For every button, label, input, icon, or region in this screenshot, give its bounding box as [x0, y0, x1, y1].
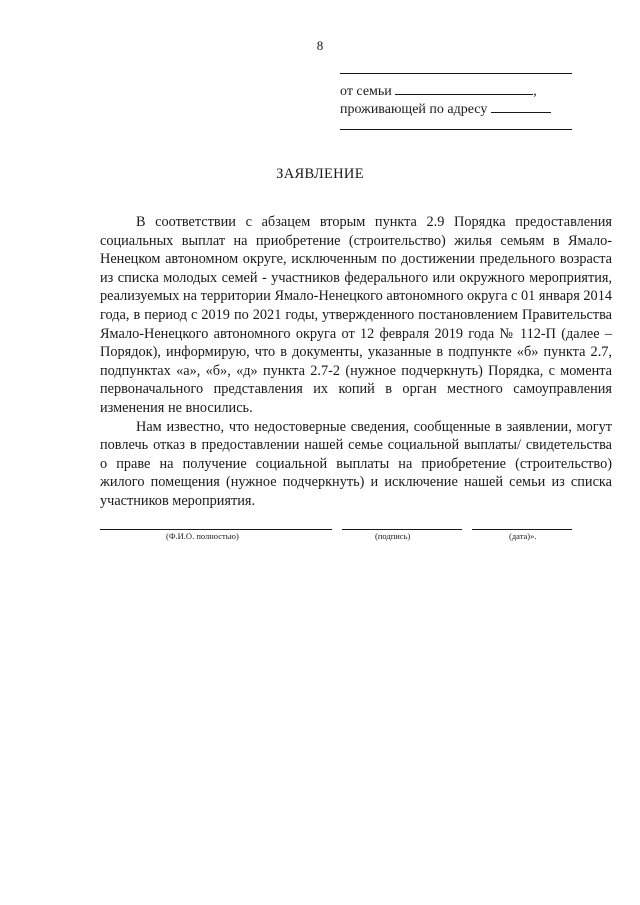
fio-signature-line	[100, 529, 332, 530]
header-top-line	[340, 73, 572, 74]
fio-caption: (Ф.И.О. полностью)	[166, 531, 239, 541]
address-blank	[491, 100, 551, 113]
date-signature-line	[472, 529, 572, 530]
from-family-label: от семьи	[340, 84, 392, 99]
signature-line	[342, 529, 462, 530]
header-bottom-line	[340, 129, 572, 130]
document-body	[100, 213, 612, 511]
paragraph-2: Нам известно, что недостоверные сведения, сообщенные в заявлении, могут повлечь отказ в предоставлении нашей семье социальной выплаты/ свидетельства о праве на получение социальной выплаты на приобретение (строительство) жилого помещения (нужное подчеркнуть) и исключение нашей семьи из списка участников мероприятия.	[100, 418, 612, 509]
paragraph-1: В соответствии с абзацем вторым пункта 2.9 Порядка предоставления социальных выплат на приобретение (строительство) жилья семьям в Ямало-Ненецком автономном округе, исключенным по достижении предельного возраста из списка молодых семей - участников федерального или окружного мероприятия, реализуемых на территории Ямало-Ненецкого автономного округа с 01 января 2014 года, в период с 2019 по 2021 годы, утвержденного постановлением Правительства Ямало-Ненецкого автономного округа от 12 февраля 2019 года № 112-П (далее – Порядок), информирую, что в документы, указанные в подпункте «б» пункта 2.7, подпунктах «а», «б», «д» пункта 2.7-2 (нужное подчеркнуть) Порядка, с момента первоначального представления их копий в орган местного самоуправления изменения не вносились.	[100, 214, 612, 416]
address-label: проживающей по адресу	[340, 102, 488, 117]
date-caption: (дата)».	[509, 531, 537, 541]
page-number: 8	[316, 38, 324, 53]
address-line	[340, 100, 551, 119]
document-title: ЗАЯВЛЕНИЕ	[276, 166, 364, 182]
from-family-blank	[395, 82, 533, 95]
from-family-line	[340, 82, 537, 101]
signature-caption: (подпись)	[375, 531, 411, 541]
from-family-comma: ,	[533, 84, 537, 99]
